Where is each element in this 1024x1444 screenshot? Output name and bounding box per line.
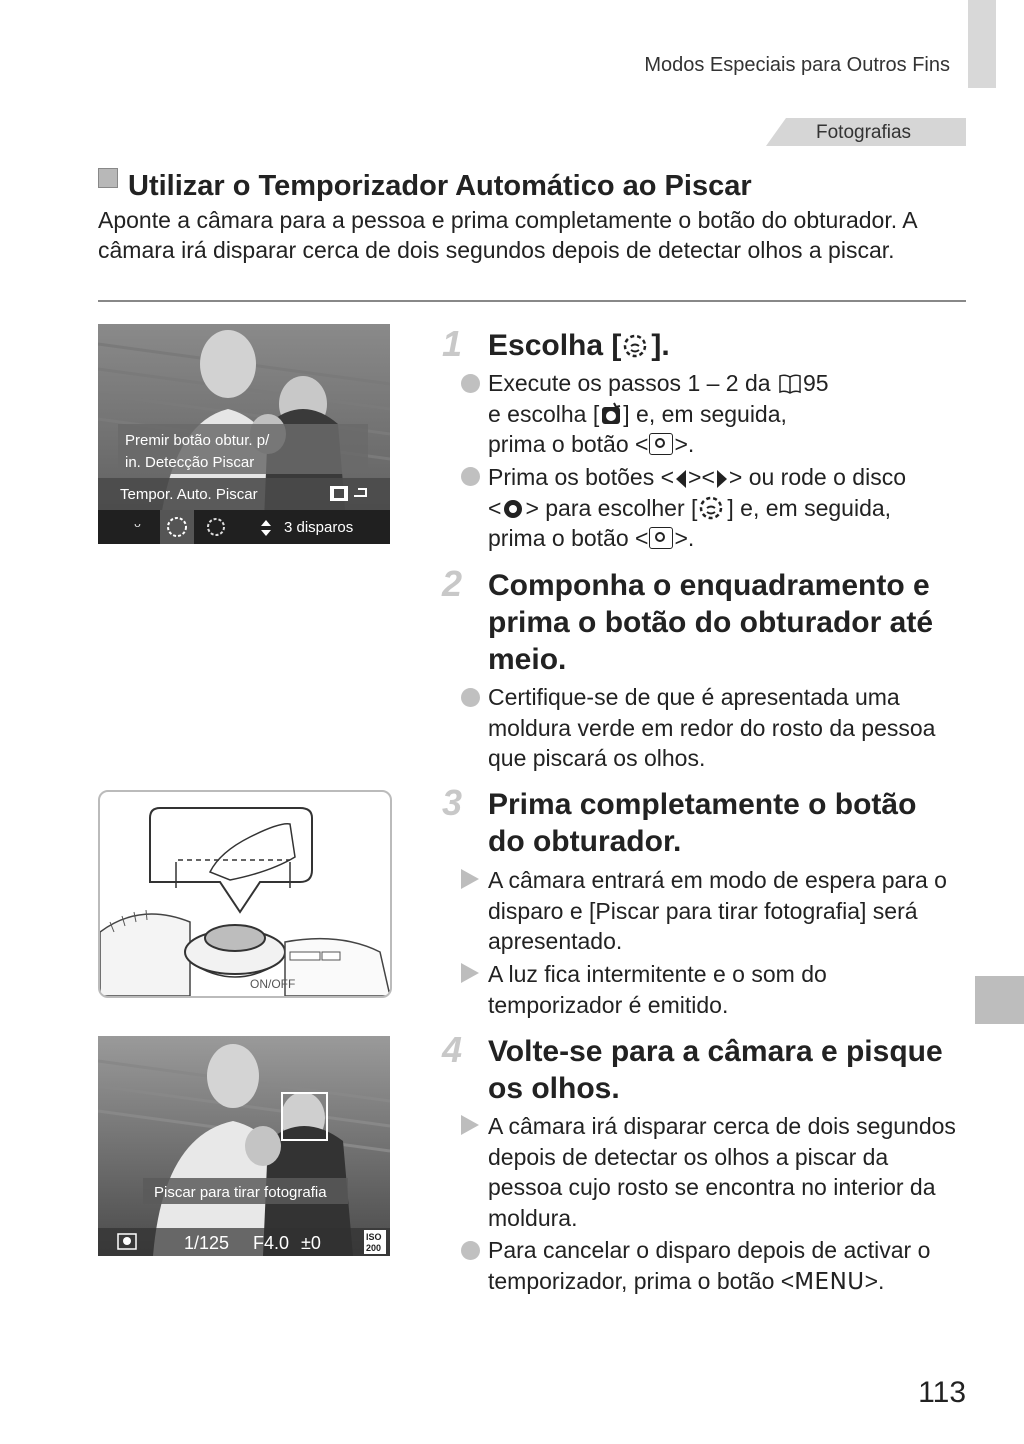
category-label: Fotografias (816, 122, 912, 143)
blink-self-timer-icon (622, 331, 650, 359)
step-bullet (488, 368, 963, 460)
bullet-dot-icon (461, 374, 480, 393)
bullet-text: e escolha [ (488, 400, 600, 427)
control-dial-icon (502, 498, 524, 520)
bullet-text: prima o botão < (488, 431, 649, 457)
step-title: Componha o enquadramento e prima o botão do obturador até meio. (488, 569, 934, 676)
screen-shots-count: 3 disparos (284, 519, 354, 536)
bullet-text: Execute os passos 1 – 2 da (488, 370, 777, 396)
screen-iso-label: ISO (366, 1232, 382, 1242)
result-arrow-icon (461, 963, 479, 983)
screen-prompt-line1: Premir botão obtur. p/ (125, 432, 270, 449)
section-intro: Aponte a câmara para a pessoa e prima completamente o botão do obturador. A câmara irá disparar cerca de dois segundos depois de detectar olhos a piscar. (98, 207, 917, 263)
bullet-dot-icon (461, 688, 480, 707)
bullet-text: Prima os botões < (488, 464, 675, 490)
screen-iso-value: 200 (366, 1243, 382, 1253)
step-bullet: A câmara entrará em modo de espera para o disparo e [Piscar para tirar fotografia] será apresentado. (488, 867, 947, 954)
bullet-text: ] e, em seguida, (623, 400, 787, 427)
bullet-text: >. (674, 431, 695, 457)
chapter-title: Modos Especiais para Outros Fins (644, 54, 950, 76)
camera-screen-menu-image (98, 324, 390, 544)
screen-exposure: ±0 (301, 1233, 321, 1253)
bullet-text: prima o botão < (488, 525, 649, 551)
bullet-dot-icon (461, 467, 480, 486)
section-bullet-icon (98, 168, 118, 188)
bullet-text: >. (674, 525, 695, 551)
shutter-button-illustration (98, 790, 392, 998)
step-number: 4 (442, 1029, 463, 1070)
result-arrow-icon (461, 869, 479, 889)
bullet-text: >. (864, 1267, 885, 1294)
func-set-button-icon (649, 433, 673, 455)
result-arrow-icon (461, 1115, 479, 1135)
step-bullet: A câmara irá disparar cerca de dois segundos depois de detectar os olhos a piscar da pessoa cujo rosto se encontra no interior da moldura. (488, 1113, 956, 1231)
screen-aperture: F4.0 (253, 1233, 290, 1253)
menu-button-label: MENU (794, 1268, 865, 1295)
page-number: 113 (918, 1376, 966, 1409)
book-reference-icon (778, 373, 802, 395)
step-number: 1 (442, 323, 463, 364)
page-edge-marker (975, 976, 1024, 1024)
svg-text:ᵕ: ᵕ (134, 517, 142, 538)
scene-mode-icon (600, 402, 622, 426)
step-title: Volte-se para a câmara e pisque os olhos. (488, 1035, 943, 1105)
screen-prompt-line2: in. Detecção Piscar (125, 454, 255, 471)
bullet-text: Para cancelar o disparo depois de activar o temporizador, prima o botão < (488, 1237, 931, 1294)
bullet-dot-icon (461, 1241, 480, 1260)
bullet-text: ] e, em seguida, (727, 494, 892, 521)
step-bullet: Certifique-se de que é apresentada uma moldura verde em redor do rosto da pessoa que piscará os olhos. (488, 684, 936, 771)
page-edge-tab (968, 0, 996, 88)
step-bullet (488, 462, 963, 554)
left-arrow-icon (675, 469, 687, 489)
screen-menu-label: Tempor. Auto. Piscar (120, 486, 258, 503)
divider (98, 300, 966, 302)
step-title-text: Escolha [ (488, 329, 622, 362)
step-title: Prima completamente o botão do obturador. (488, 788, 917, 858)
camera-screen-blink-image (98, 1036, 390, 1256)
blink-self-timer-icon (698, 494, 726, 520)
category-tab (766, 118, 966, 146)
step-number: 2 (442, 563, 463, 604)
screen-shutter: 1/125 (184, 1233, 230, 1253)
step-number: 3 (442, 782, 463, 823)
step-bullet (488, 1235, 963, 1297)
bullet-text: >< (688, 464, 715, 490)
bullet-text: < (488, 494, 502, 521)
bullet-text: > ou rode o disco (728, 464, 906, 490)
func-set-button-icon (649, 527, 673, 549)
step-bullet: A luz fica intermitente e o som do temporizador é emitido. (488, 961, 827, 1018)
onoff-label: ON/OFF (250, 977, 296, 991)
section-title: Utilizar o Temporizador Automático ao Piscar (128, 170, 752, 202)
right-arrow-icon (716, 469, 728, 489)
step-title-text: ]. (651, 329, 670, 362)
step-title (488, 327, 958, 364)
screen-blink-message: Piscar para tirar fotografia (154, 1184, 327, 1201)
bullet-text: > para escolher [ (525, 494, 698, 521)
page-reference[interactable]: 95 (802, 370, 829, 396)
